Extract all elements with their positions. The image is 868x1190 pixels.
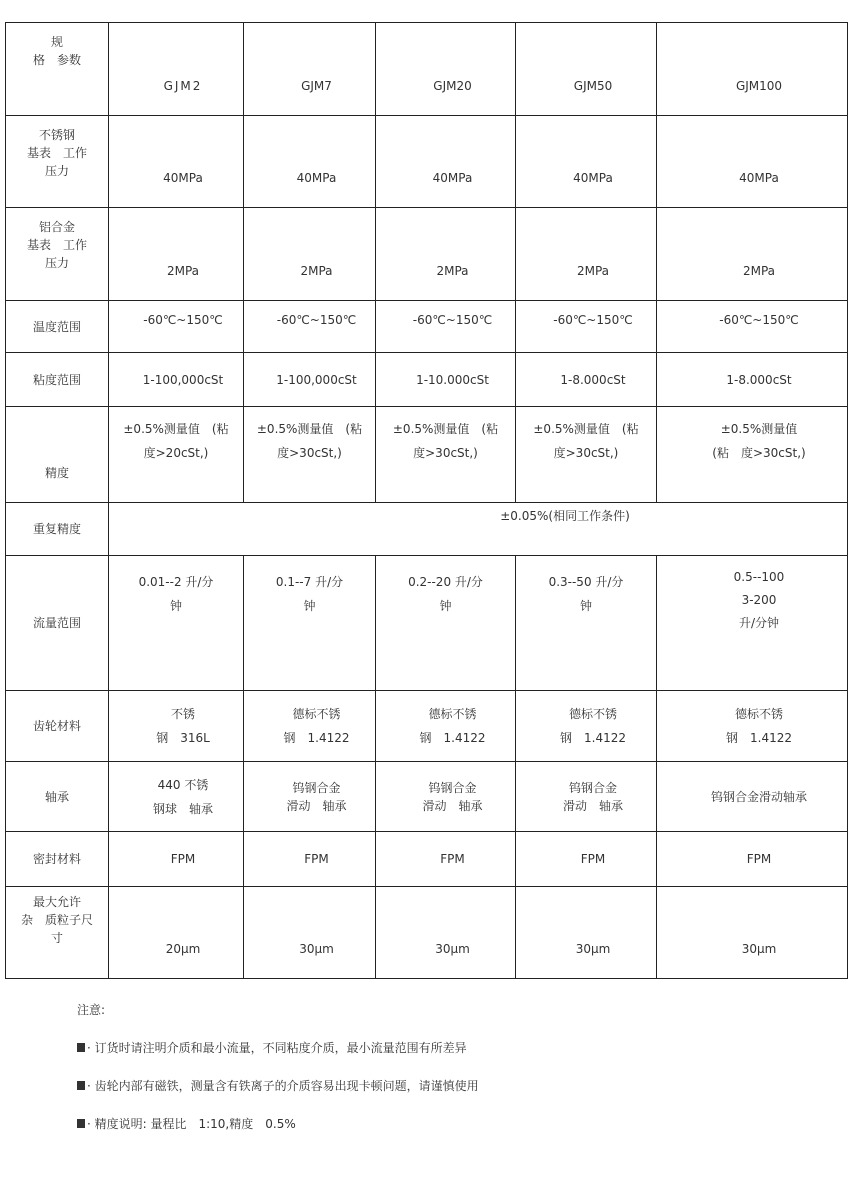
cell: 30μm xyxy=(516,887,657,979)
cell: -60℃~150℃ xyxy=(109,301,244,353)
cell: 1-100,000cSt xyxy=(109,353,244,407)
table-row xyxy=(6,208,848,301)
cell: ±0.5%测量值 (粘 度>30cSt,) xyxy=(516,407,657,503)
model-header: GJM50 xyxy=(516,23,657,116)
cell: 0.5--100 3-200 升/分钟 xyxy=(657,556,848,691)
cell: ±0.5%测量值 (粘 度>20cSt,) xyxy=(109,407,244,503)
cell: 2MPa xyxy=(244,208,376,301)
cell: ±0.5%测量值 (粘 度>30cSt,) xyxy=(657,407,848,503)
row-label: 最大允许 杂 质粒子尺 寸 xyxy=(6,887,109,979)
cell: 20μm xyxy=(109,887,244,979)
cell: FPM xyxy=(244,832,376,887)
cell: -60℃~150℃ xyxy=(516,301,657,353)
cell: 钨钢合金滑动轴承 xyxy=(657,762,848,832)
row-label: 粘度范围 xyxy=(6,353,109,407)
note-text: · 齿轮内部有磁铁，测量含有铁离子的介质容易出现卡顿问题，请谨慎使用 xyxy=(87,1079,479,1093)
cell: ±0.5%测量值 (粘 度>30cSt,) xyxy=(244,407,376,503)
table-row xyxy=(6,353,848,407)
table-header-row xyxy=(6,23,848,116)
cell: 钨钢合金 滑动 轴承 xyxy=(376,762,516,832)
model-header: GJM100 xyxy=(657,23,848,116)
table-row xyxy=(6,832,848,887)
merged-cell: ±0.05%(相同工作条件) xyxy=(109,503,848,556)
row-label: 不锈钢 基表 工作 压力 xyxy=(6,116,109,208)
cell: 40MPa xyxy=(516,116,657,208)
cell: 钨钢合金 滑动 轴承 xyxy=(516,762,657,832)
cell: 德标不锈 钢 1.4122 xyxy=(376,691,516,762)
cell: 2MPa xyxy=(376,208,516,301)
row-label: 流量范围 xyxy=(6,556,109,691)
note-text: · 精度说明: 量程比 1:10,精度 0.5% xyxy=(87,1117,296,1131)
table-row xyxy=(6,762,848,832)
cell: 钨钢合金 滑动 轴承 xyxy=(244,762,376,832)
row-label: 密封材料 xyxy=(6,832,109,887)
cell: 1-10.000cSt xyxy=(376,353,516,407)
cell: FPM xyxy=(657,832,848,887)
cell: 40MPa xyxy=(244,116,376,208)
table-row xyxy=(6,887,848,979)
header-label: 规 格 参数 xyxy=(6,23,109,116)
spec-table xyxy=(5,22,848,979)
notes-section xyxy=(77,1000,479,1152)
row-label: 轴承 xyxy=(6,762,109,832)
table-row xyxy=(6,503,848,556)
bullet-square-icon xyxy=(77,1119,85,1128)
table-row xyxy=(6,691,848,762)
note-item xyxy=(77,1038,479,1076)
cell: -60℃~150℃ xyxy=(657,301,848,353)
model-header: GJM2 xyxy=(109,23,244,116)
cell: 不锈 钢 316L xyxy=(109,691,244,762)
cell: 德标不锈 钢 1.4122 xyxy=(657,691,848,762)
cell: 440 不锈 钢球 轴承 xyxy=(109,762,244,832)
table-row xyxy=(6,407,848,503)
model-header: GJM20 xyxy=(376,23,516,116)
model-header: GJM7 xyxy=(244,23,376,116)
cell: ±0.5%测量值 (粘 度>30cSt,) xyxy=(376,407,516,503)
cell: FPM xyxy=(516,832,657,887)
table-row xyxy=(6,556,848,691)
table-row xyxy=(6,301,848,353)
cell: 2MPa xyxy=(657,208,848,301)
cell: 德标不锈 钢 1.4122 xyxy=(244,691,376,762)
row-label: 铝合金 基表 工作 压力 xyxy=(6,208,109,301)
cell: 0.1--7 升/分 钟 xyxy=(244,556,376,691)
note-item xyxy=(77,1076,479,1114)
row-label: 温度范围 xyxy=(6,301,109,353)
cell: 30μm xyxy=(657,887,848,979)
bullet-square-icon xyxy=(77,1081,85,1090)
cell: 0.3--50 升/分 钟 xyxy=(516,556,657,691)
cell: 0.01--2 升/分 钟 xyxy=(109,556,244,691)
cell: 40MPa xyxy=(376,116,516,208)
cell: FPM xyxy=(109,832,244,887)
cell: -60℃~150℃ xyxy=(376,301,516,353)
row-label: 精度 xyxy=(6,407,109,503)
cell: -60℃~150℃ xyxy=(244,301,376,353)
row-label: 齿轮材料 xyxy=(6,691,109,762)
cell: 2MPa xyxy=(516,208,657,301)
cell: 1-8.000cSt xyxy=(657,353,848,407)
cell: 0.2--20 升/分 钟 xyxy=(376,556,516,691)
cell: 30μm xyxy=(244,887,376,979)
table-row xyxy=(6,116,848,208)
cell: 40MPa xyxy=(657,116,848,208)
note-text: · 订货时请注明介质和最小流量，不同粘度介质，最小流量范围有所差异 xyxy=(87,1041,467,1055)
row-label: 重复精度 xyxy=(6,503,109,556)
cell: 德标不锈 钢 1.4122 xyxy=(516,691,657,762)
cell: 1-8.000cSt xyxy=(516,353,657,407)
note-item xyxy=(77,1114,479,1152)
cell: FPM xyxy=(376,832,516,887)
bullet-square-icon xyxy=(77,1043,85,1052)
notes-title: 注意: xyxy=(77,1003,106,1017)
cell: 1-100,000cSt xyxy=(244,353,376,407)
cell: 30μm xyxy=(376,887,516,979)
cell: 40MPa xyxy=(109,116,244,208)
cell: 2MPa xyxy=(109,208,244,301)
